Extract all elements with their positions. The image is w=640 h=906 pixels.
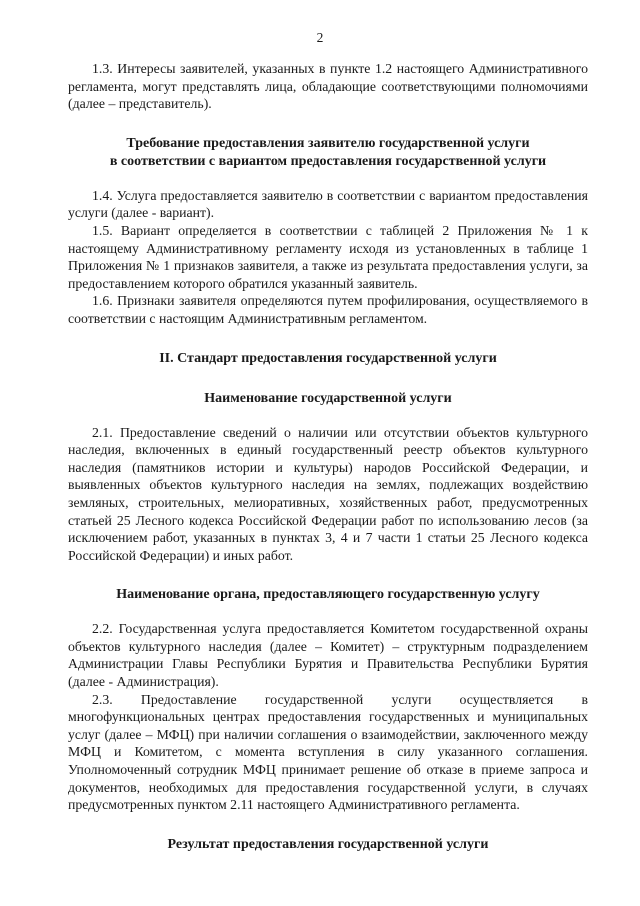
- page-number: 2: [316, 30, 324, 45]
- heading-requirement-line1: Требование предоставления заявителю государственной услуги: [126, 135, 530, 151]
- paragraph-1-4: 1.4. Услуга предоставляется заявителю в соответствии с вариантом предоставления услуги (далее - вариант).: [68, 187, 588, 221]
- paragraph-2-1: 2.1. Предоставление сведений о наличии или отсутствии объектов культурного наследия, включенных в единый государственный реестр объектов культурного наследия (памятников истории и культуры) народов Российской Федерации, и выявленных объектов культурного наследия на землях, подлежащих воздействию земляных, строительных, мелиоративных, хозяйственных работ, предусмотренных статьей 25 Лесного кодекса Российской Федерации работ по использованию лесов (за исключением работ, указанных в пунктах 3, 4 и 7 части 1 статьи 25 Лесного кодекса Российской Федерации) и иных работ.: [68, 424, 588, 563]
- heading-section-2: II. Стандарт предоставления государственной услуги: [159, 350, 497, 366]
- heading-requirement-line2: в соответствии с вариантом предоставления государственной услуги: [109, 153, 547, 169]
- heading-result: Результат предоставления государственной услуги: [167, 836, 489, 852]
- paragraph-2-2: 2.2. Государственная услуга предоставляется Комитетом государственной охраны объектов культурного наследия (далее – Комитет) – структурным подразделением Администрации Главы Республики Бурятия и Правительства Республики Бурятия (далее - Администрация).: [68, 621, 588, 690]
- heading-requirement: [68, 135, 588, 171]
- paragraph-1-3: 1.3. Интересы заявителей, указанных в пункте 1.2 настоящего Административного регламента, могут представлять лица, обладающие соответствующими полномочиями (далее – представитель).: [68, 61, 588, 112]
- paragraph-1-5: 1.5. Вариант определяется в соответствии с таблицей 2 Приложения № 1 к настоящему Административному регламенту исходя из установленных в таблице 1 Приложения № 1 признаков заявителя, а также из результата предоставления услуги, за предоставлением которого обратился указанный заявитель.: [68, 222, 588, 291]
- heading-service-name: Наименование государственной услуги: [204, 390, 452, 406]
- paragraph-2-3: 2.3. Предоставление государственной услуги осуществляется в многофункциональных центрах предоставления государственных и муниципальных услуг (далее – МФЦ) при наличии соглашения о взаимодействии, заключенного между МФЦ и Комитетом, с момента вступления в силу указанного соглашения. Уполномоченный сотрудник МФЦ принимает решение об отказе в приеме запроса и документов, необходимых для предоставления государственной услуги, в случаях предусмотренных пунктом 2.11 настоящего Административного регламента.: [68, 691, 588, 813]
- paragraph-1-6: 1.6. Признаки заявителя определяются путем профилирования, осуществляемого в соответствии с настоящим Административным регламентом.: [68, 293, 588, 326]
- heading-organ: Наименование органа, предоставляющего государственную услугу: [116, 587, 540, 603]
- document-body: [68, 60, 588, 854]
